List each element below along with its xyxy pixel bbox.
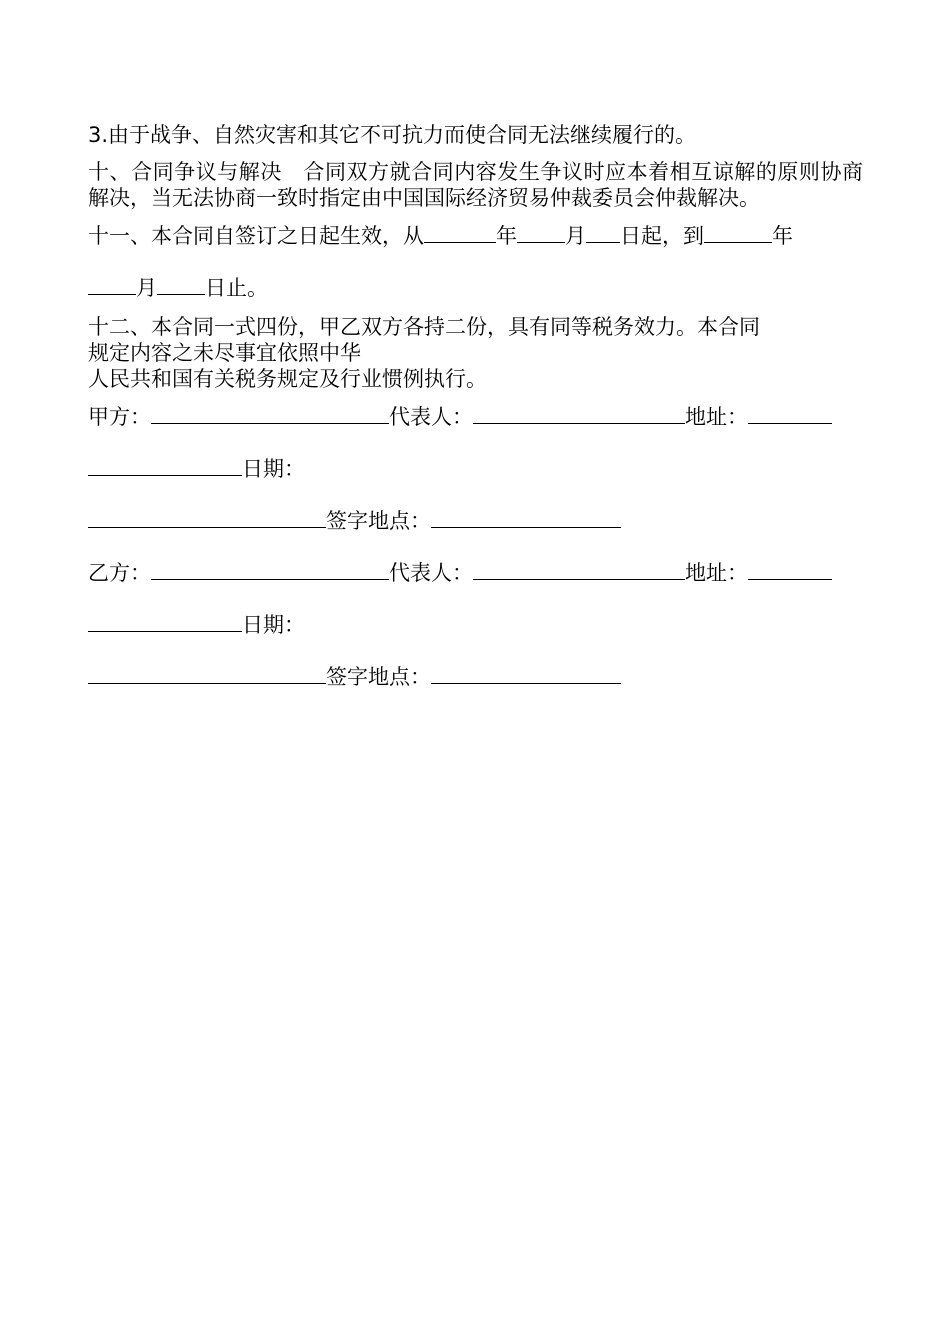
start-year-blank[interactable] [424,222,496,243]
section-10-dispute-resolution: 十、合同争议与解决 合同双方就合同内容发生争议时应本着相互谅解的原则协商解决，当无法协商一致时指定由中国国际经济贸易仲裁委员会仲裁解决。 [88,160,863,210]
start-month-label: 月 [565,224,586,248]
section-11-end-date [88,274,863,301]
party-a-address-blank-cont[interactable] [88,455,242,476]
party-b-date-line [88,611,863,638]
party-b-address-blank-cont[interactable] [88,611,242,632]
end-day-label: 日止。 [205,276,268,300]
party-b-label: 乙方： [88,561,151,585]
party-b-address-label: 地址： [685,561,748,585]
section-12-line-2: 规定内容之未尽事宜依照中华 [88,341,361,365]
party-a-date-blank[interactable] [88,507,326,528]
party-b-representative-blank[interactable] [473,559,685,580]
start-month-blank[interactable] [517,222,565,243]
party-b-name-blank[interactable] [151,559,389,580]
contract-body [88,118,863,690]
party-a-sign-place-label: 签字地点： [326,509,431,533]
party-b-representative-label: 代表人： [389,561,473,585]
party-a-name-blank[interactable] [151,403,389,424]
party-a-representative-blank[interactable] [473,403,685,424]
start-day-label: 日起，到 [620,224,704,248]
party-a-sign-place-blank[interactable] [431,507,621,528]
party-b-line [88,559,863,586]
party-a-address-blank[interactable] [748,403,832,424]
section-12-line-3: 人民共和国有关税务规定及行业惯例执行。 [88,367,487,391]
end-year-blank[interactable] [704,222,772,243]
clause-item-3: 3.由于战争、自然灾害和其它不可抗力而使合同无法继续履行的。 [88,123,697,147]
party-b-sign-place-blank[interactable] [431,663,621,684]
end-month-label: 月 [136,276,157,300]
party-b-date-label: 日期： [242,613,305,637]
section-12-line-1: 十二、本合同一式四份，甲乙双方各持二份，具有同等税务效力。本合同 [88,315,760,339]
party-a-label: 甲方： [88,405,151,429]
party-a-line [88,403,863,430]
start-day-blank[interactable] [586,222,620,243]
end-day-blank[interactable] [157,274,205,295]
party-b-sign-line [88,663,863,690]
party-b-sign-place-label: 签字地点： [326,665,431,689]
end-year-label: 年 [772,224,793,248]
party-a-date-label: 日期： [242,457,305,481]
party-a-address-label: 地址： [685,405,748,429]
start-year-label: 年 [496,224,517,248]
section-11-prefix: 十一、本合同自签订之日起生效，从 [88,224,424,248]
party-b-date-blank[interactable] [88,663,326,684]
party-a-date-line [88,455,863,482]
party-b-address-blank[interactable] [748,559,832,580]
party-a-representative-label: 代表人： [389,405,473,429]
end-month-blank[interactable] [88,274,136,295]
section-11-effective-date [88,222,863,249]
party-a-sign-line [88,507,863,534]
